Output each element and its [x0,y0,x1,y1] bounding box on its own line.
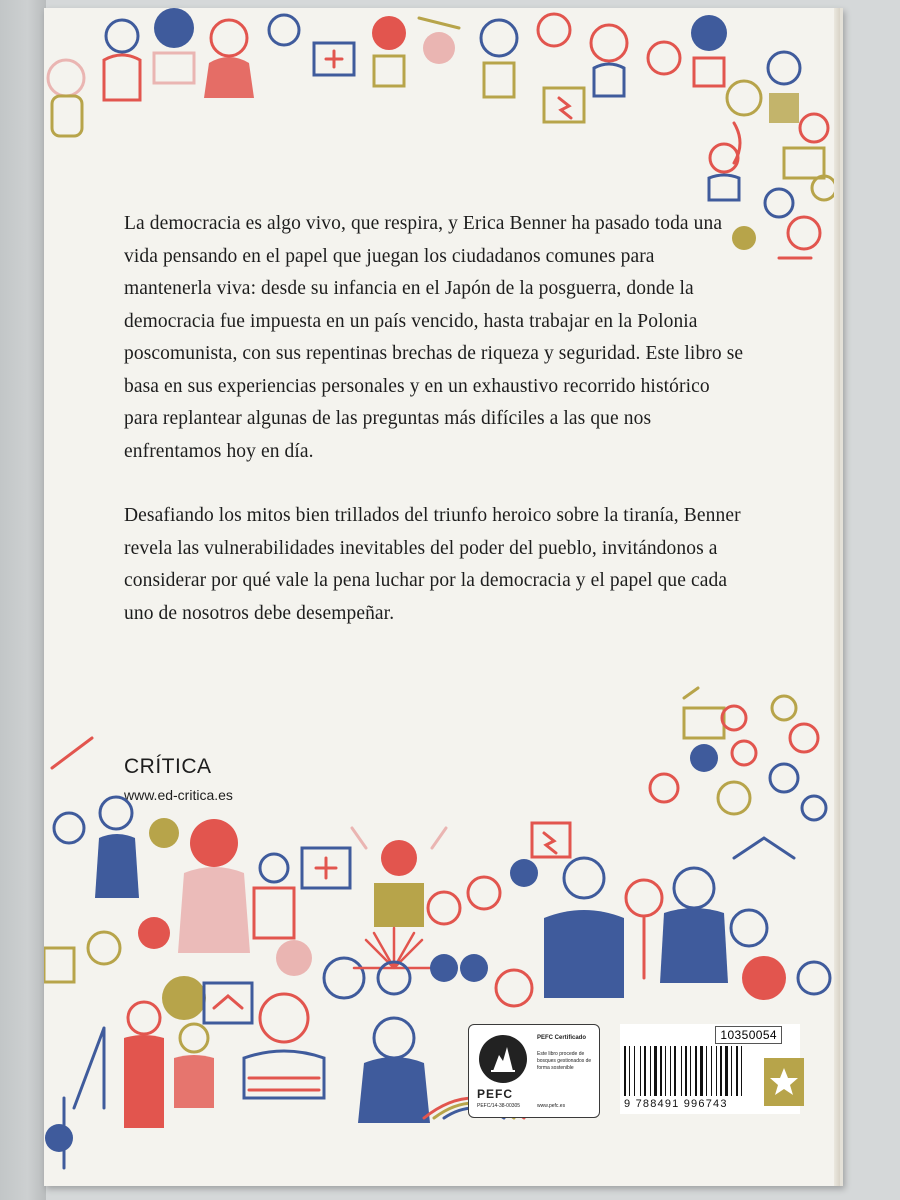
pefc-certification-label [468,1024,600,1118]
sticker-number: 10350054 [715,1026,782,1044]
star-icon [764,1058,804,1106]
blurb-text [124,208,744,630]
ean-number: 9 788491 996743 [624,1098,728,1110]
book-edge [834,8,840,1186]
pefc-logo-text: PEFC [477,1087,514,1101]
pefc-tree-icon [477,1033,529,1085]
pefc-certified: PEFC Certificado [537,1035,587,1041]
publisher-url: www.ed-critica.es [124,787,233,803]
pefc-description: Este libro procede de bosques gestionados de forma sostenible [537,1051,592,1071]
book-back-cover [44,8,843,1186]
table-background [0,0,46,1200]
barcode-bars [622,1046,758,1098]
pefc-code: PEFC/14-38-00305 [477,1103,521,1109]
pefc-site: www.pefc.es [537,1103,566,1109]
blurb-paragraph-2: Desafiando los mitos bien trillados del triunfo heroico sobre la tiranía, Benner revela las vulnerabilidades inevitables del poder del pueblo, invitándonos a considerar por qué vale la pena luchar por la democracia y el papel que cada uno de nosotros debe desempeñar. [124,505,741,624]
publisher-name: CRÍTICA [124,755,212,778]
blurb-paragraph-1: La democracia es algo vivo, que respira, y Erica Benner ha pasado toda una vida pensando en el papel que juegan los ciudadanos comunes para mantenerla viva: desde su infancia en el Japón de la posguerra, donde la democracia fue impuesta en un país vencido, hasta trabajar en la Polonia poscomunista, con sus repentinas brechas de riqueza y seguridad. Este libro se basa en sus experiencias personales y en un exhaustivo recorrido histórico para replantear algunas de las preguntas más difíciles a las que nos enfrentamos hoy en día. [124,213,744,462]
